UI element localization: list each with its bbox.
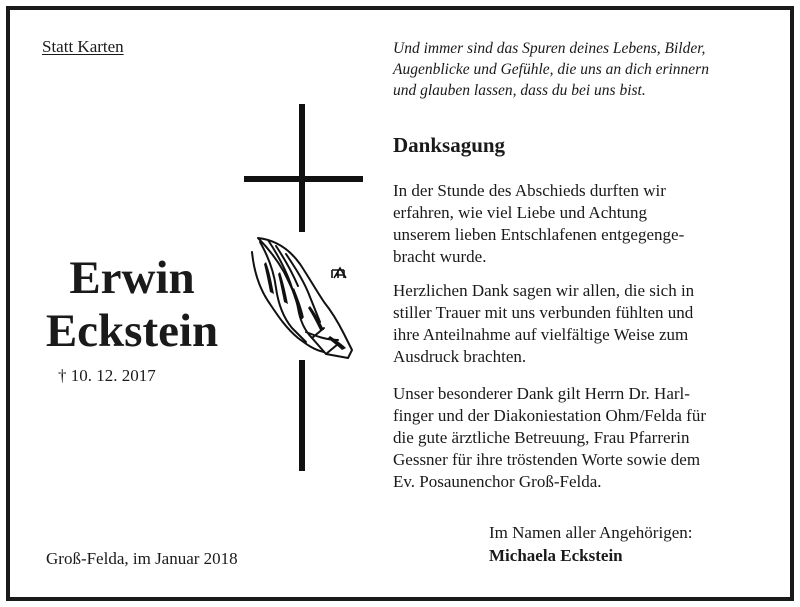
paragraph-line: Ausdruck brachten.: [393, 347, 527, 366]
danksagung-heading: Danksagung: [393, 133, 506, 157]
thanks-paragraph: [393, 180, 766, 268]
praying-hands-icon: [246, 232, 358, 360]
deceased-last-name: Eckstein: [45, 305, 219, 357]
paragraph-line: ihre Anteilnahme auf vielfältige Weise zum: [393, 325, 689, 344]
paragraph-line: stiller Trauer mit uns verbunden fühlten und: [393, 303, 694, 322]
paragraph-line: finger und der Diakoniestation Ohm/Felda für: [393, 406, 707, 425]
quote-line: Augenblicke und Gefühle, die uns an dich erinnern: [393, 61, 709, 78]
paragraph-line: unserem lieben Entschlafenen entgegenge-: [393, 225, 685, 244]
signature-name: Michaela Eckstein: [489, 546, 623, 565]
statt-karten-label: Statt Karten: [42, 37, 124, 56]
paragraph-line: erfahren, wie viel Liebe und Achtung: [393, 203, 647, 222]
paragraph-line: die gute ärztliche Betreuung, Frau Pfarrerin: [393, 428, 690, 447]
deceased-first-name: Erwin: [69, 252, 195, 304]
signature-line: Im Namen aller Angehörigen:: [489, 523, 693, 542]
quote-line: Und immer sind das Spuren deines Lebens, Bilder,: [393, 40, 706, 57]
paragraph-line: Ev. Posaunenchor Groß-Felda.: [393, 472, 602, 491]
memorial-quote: [393, 38, 778, 101]
paragraph-line: Herzlichen Dank sagen wir allen, die sich in: [393, 281, 695, 300]
place-and-date: Groß-Felda, im Januar 2018: [46, 549, 238, 568]
paragraph-line: bracht wurde.: [393, 247, 487, 266]
quote-line: und glauben lassen, dass du bei uns bist.: [393, 82, 646, 99]
death-date: † 10. 12. 2017: [58, 366, 156, 385]
paragraph-line: In der Stunde des Abschieds durften wir: [393, 181, 666, 200]
thanks-paragraph: [393, 383, 766, 493]
paragraph-line: Unser besonderer Dank gilt Herrn Dr. Harl-: [393, 384, 690, 403]
cross-icon-bar: [244, 176, 363, 182]
thanks-paragraph: [393, 280, 766, 368]
paragraph-line: Gessner für ihre tröstenden Worte sowie dem: [393, 450, 701, 469]
